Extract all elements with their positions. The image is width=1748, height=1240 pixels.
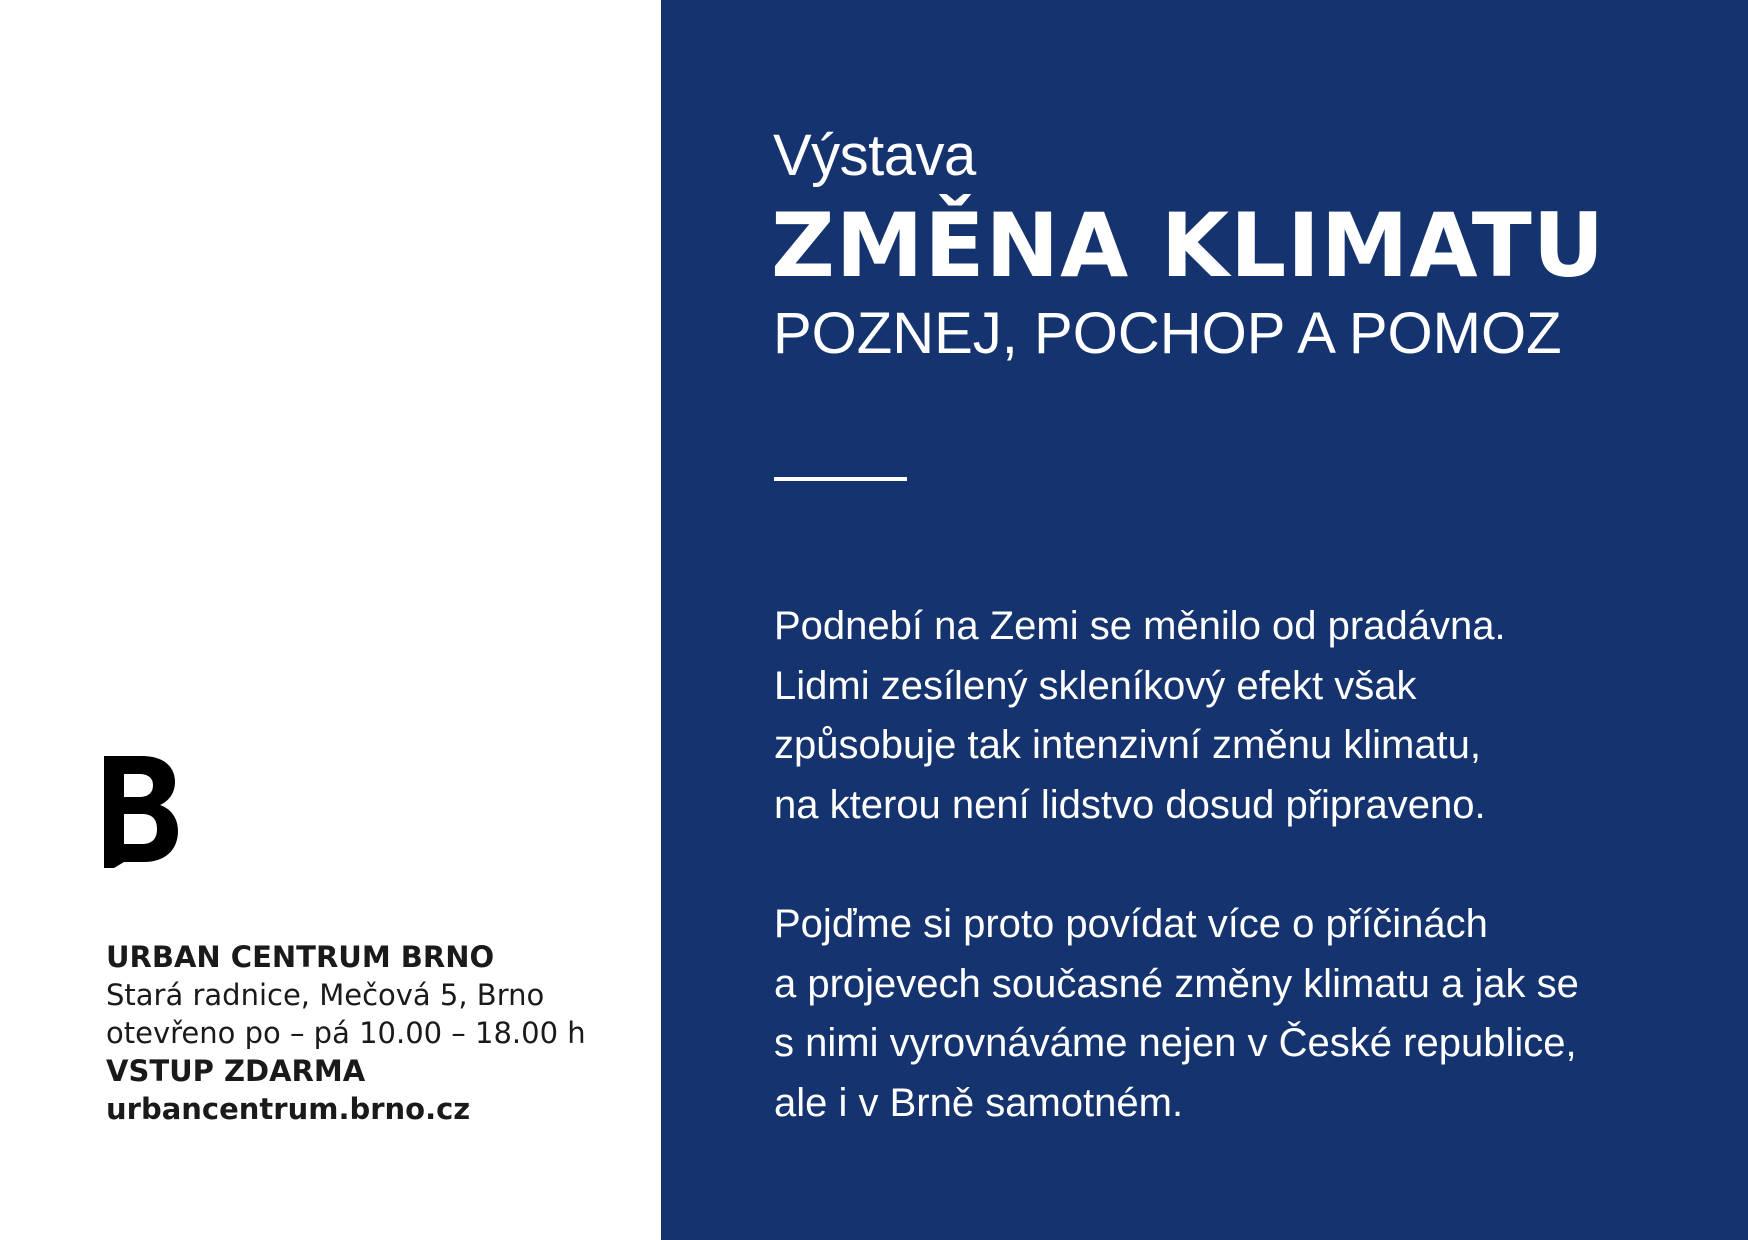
divider-line [774,477,907,481]
exhibition-panel [661,0,1748,1240]
paragraph-line: s nimi vyrovnáváme nejen v České republice, [774,1021,1577,1065]
paragraph-line: způsobuje tak intenzivní změnu klimatu, [774,723,1482,767]
paragraph-line: a projevech současné změny klimatu a jak se [774,961,1579,1006]
brno-b-logo-icon [104,756,178,868]
paragraph-line: Lidmi zesílený skleníkový efekt však [774,663,1417,708]
info-panel [0,0,661,1240]
description-paragraph-1 [774,597,1506,835]
description-paragraph-2 [774,895,1579,1133]
paragraph-line: Podnebí na Zemi se měnilo od pradávna. [774,604,1506,648]
opening-hours: otevřeno po – pá 10.00 – 18.00 h [106,1016,586,1050]
website-link[interactable]: urbancentrum.brno.cz [106,1092,471,1126]
venue-address: Stará radnice, Mečová 5, Brno [106,978,545,1012]
paragraph-line: ale i v Brně samotném. [774,1080,1184,1125]
venue-name: URBAN CENTRUM BRNO [106,940,495,974]
paragraph-line: na kterou není lidstvo dosud připraveno. [774,782,1486,827]
exhibition-title: ZMĚNA KLIMATU [771,194,1606,297]
exhibition-subtitle: POZNEJ, POCHOP A POMOZ [773,301,1562,366]
paragraph-line: Pojďme si proto povídat více o příčinách [774,902,1488,946]
venue-info [106,938,586,1128]
admission-note: VSTUP ZDARMA [106,1054,366,1088]
exhibition-kicker: Výstava [773,123,976,188]
